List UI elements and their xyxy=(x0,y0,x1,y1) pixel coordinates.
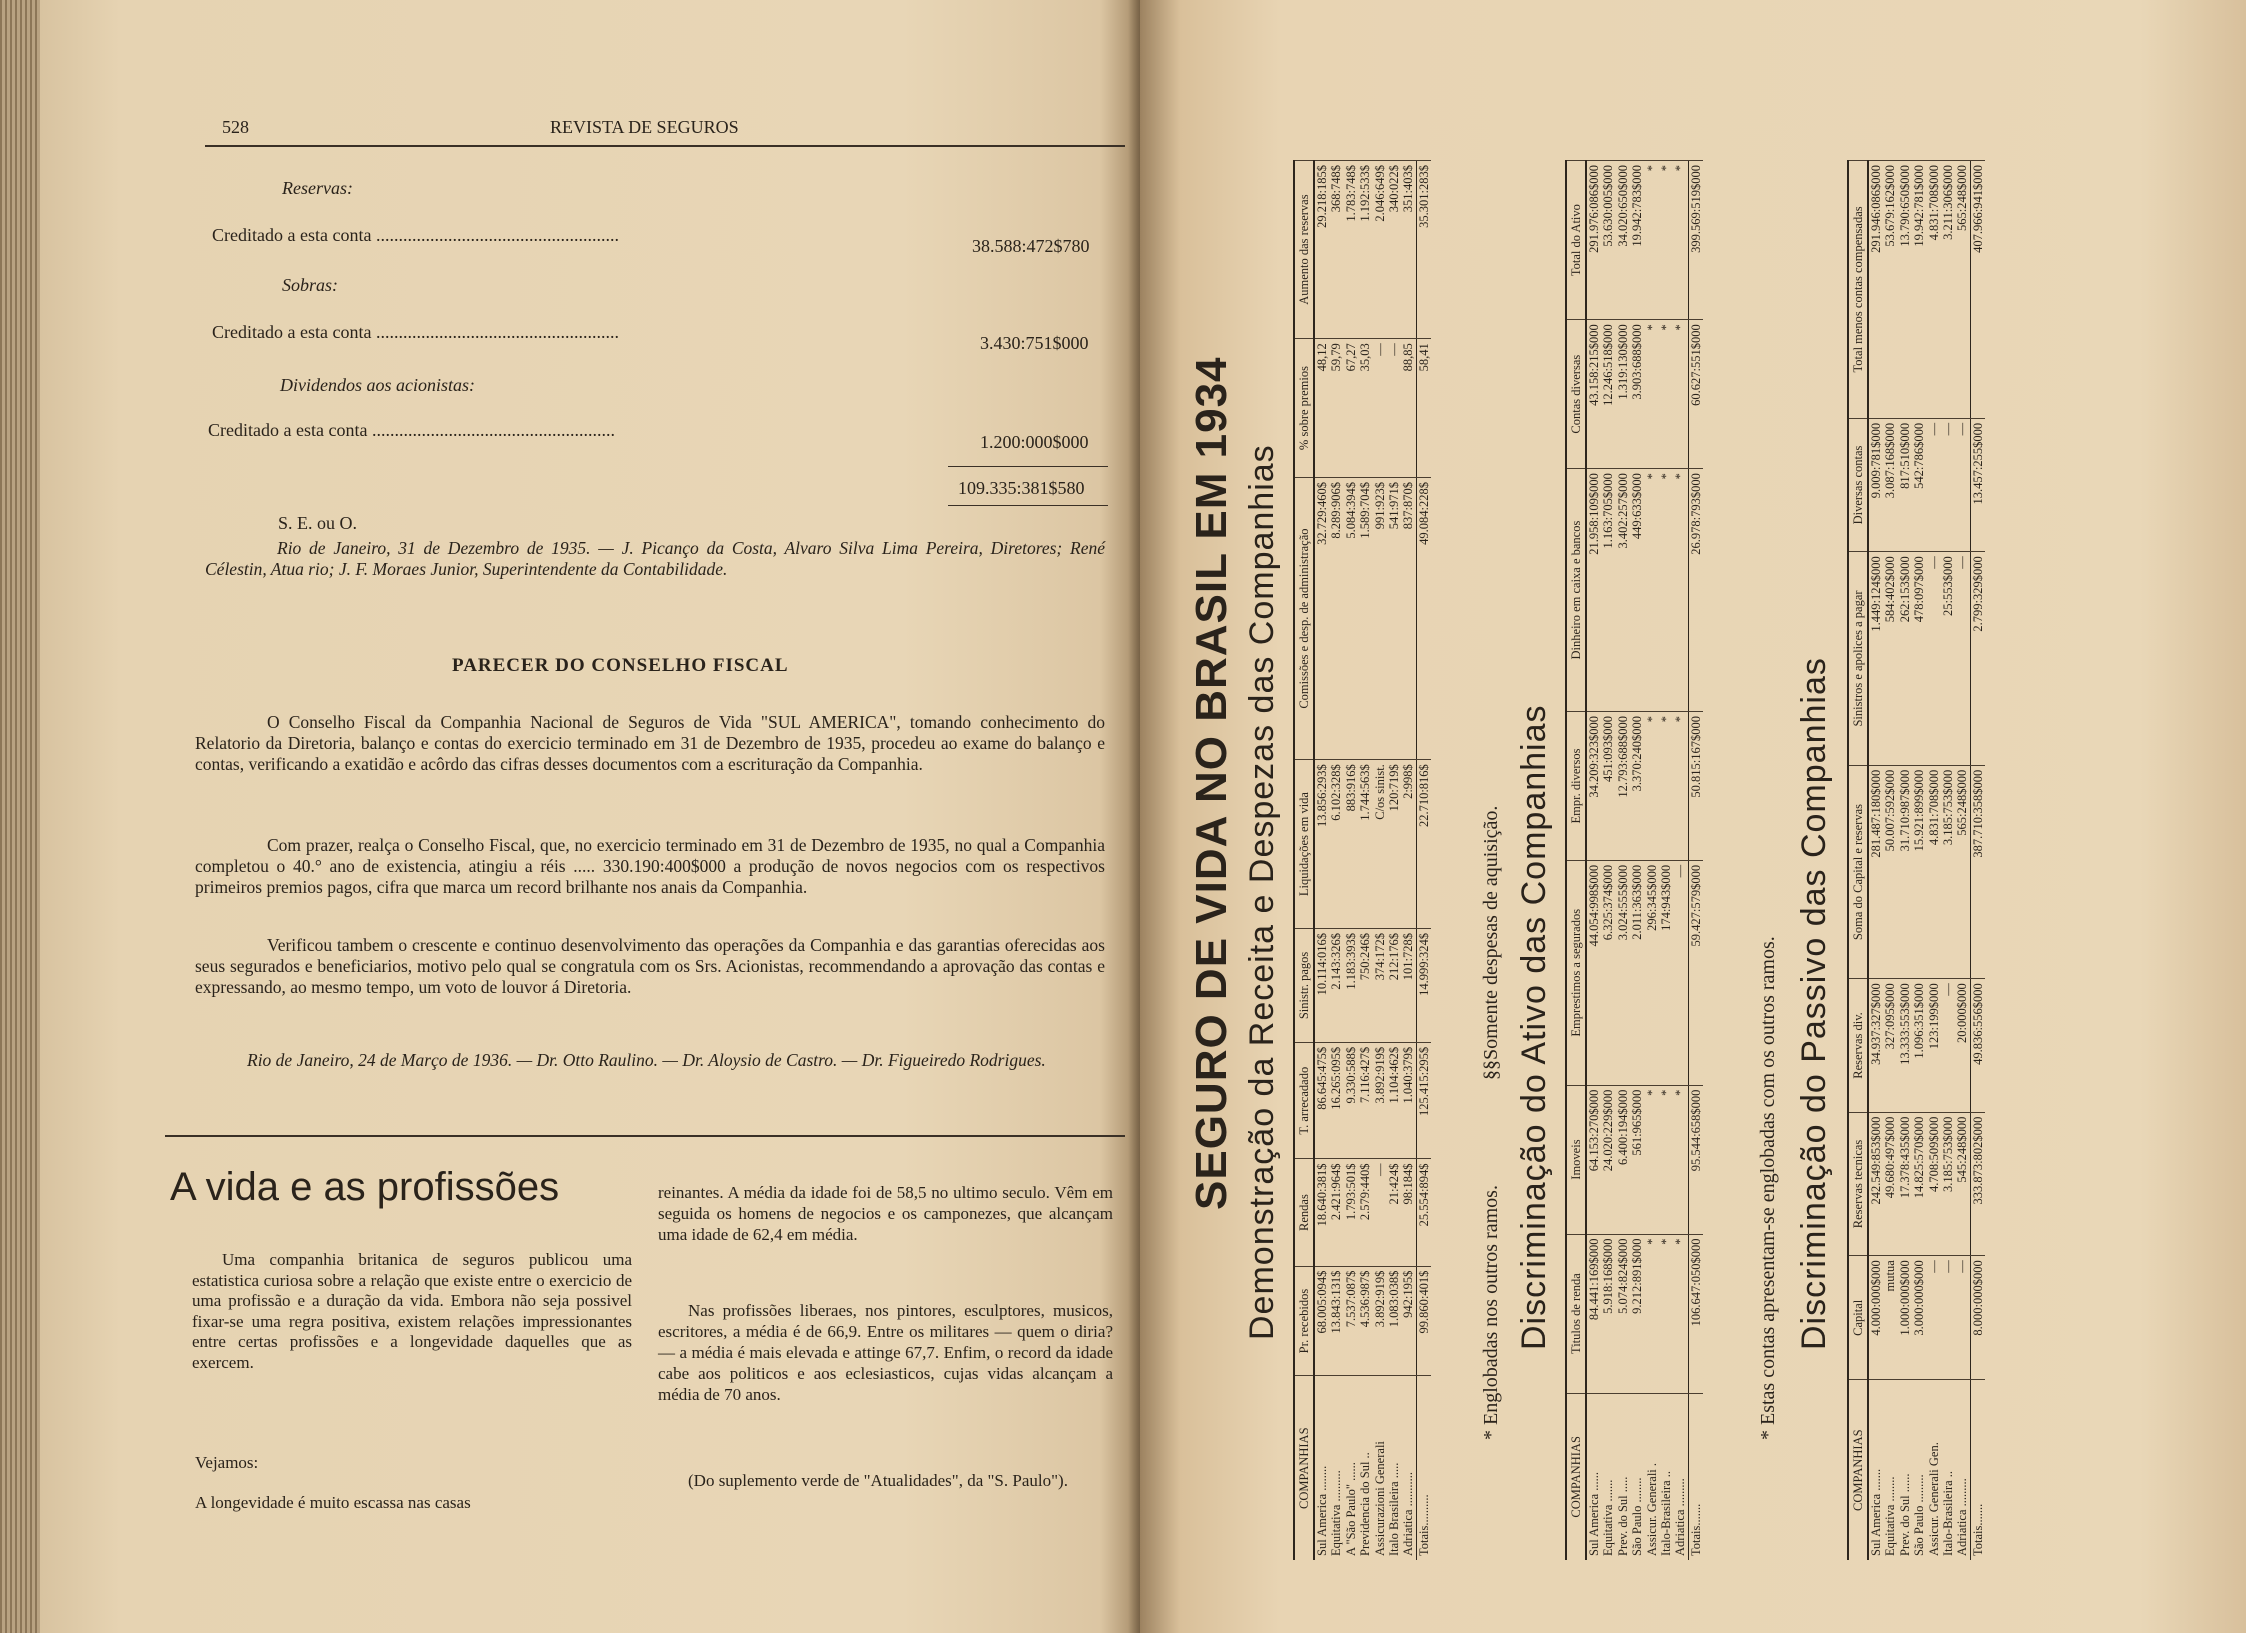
value-cell: 29.218:185$ xyxy=(1314,161,1329,339)
value-cell: — xyxy=(1955,418,1970,551)
col-companhias: COMPANHIAS xyxy=(1566,1393,1586,1560)
value-cell: 15.921:899$000 xyxy=(1912,765,1926,979)
col-reservas-tecnicas: Reservas tecnicas xyxy=(1848,1112,1868,1256)
value-cell: 281.487:180$000 xyxy=(1868,765,1883,979)
company-cell: Equitativa ....... xyxy=(1601,1393,1615,1560)
article-col1: Uma companhia britanica de seguros publicou uma estatistica curiosa sobre a relação que existe entre o exercicio de uma profissão e a duração da vida. Embora não seja possivel fixar-se uma regra positiva, existem relações impressionantes entre certas profissões e a longevidade daquelles que as exercem. xyxy=(192,1250,632,1372)
dividendos-value: 1.200:000$000 xyxy=(980,432,1089,452)
value-cell: 49.836:556$000 xyxy=(1970,979,1985,1112)
value-cell: 8.289:906$ xyxy=(1329,477,1343,759)
company-cell: Sul America ...... xyxy=(1586,1393,1601,1560)
company-cell: A "São Paulo" ...... xyxy=(1344,1376,1358,1560)
col-total-passivo: Total menos contas compensadas xyxy=(1848,161,1868,419)
value-cell: 26.978:793$000 xyxy=(1688,469,1703,712)
value-cell: 12.246:518$000 xyxy=(1601,320,1615,469)
value-cell: * xyxy=(1673,469,1688,712)
table1-subtitle: Demonstração da Receita e Despezas das Companhias xyxy=(1243,444,1281,1340)
value-cell: 3.211:306$000 xyxy=(1941,161,1955,419)
receita-table xyxy=(1293,160,1431,1560)
col-titulos-renda: Titulos de renda xyxy=(1566,1234,1586,1393)
value-cell: 2.143:326$ xyxy=(1329,928,1343,1042)
value-cell: — xyxy=(1927,1256,1941,1380)
section-divider xyxy=(165,1135,1125,1137)
value-cell: * xyxy=(1645,712,1659,861)
value-cell: * xyxy=(1645,1234,1659,1393)
value-cell: 17.378:435$000 xyxy=(1898,1112,1912,1256)
value-cell: 1.040:379$ xyxy=(1401,1042,1416,1159)
value-cell: 13.457:255$000 xyxy=(1970,418,1985,551)
table-row xyxy=(1373,161,1387,1561)
value-cell: 1.744:563$ xyxy=(1358,760,1372,929)
value-cell: * xyxy=(1673,712,1688,861)
table-row xyxy=(1912,161,1926,1561)
company-cell: Sul America ........ xyxy=(1314,1376,1329,1560)
value-cell: 817:510$000 xyxy=(1898,418,1912,551)
col-aumento-reservas: Aumento das reservas xyxy=(1294,161,1314,339)
sobras-label: Creditado a esta conta ...................................................... xyxy=(212,322,619,342)
value-cell: 541:971$ xyxy=(1387,477,1401,759)
reservas-heading: Reservas: xyxy=(282,178,353,198)
value-cell: 35,03 xyxy=(1358,339,1372,478)
signature-paragraph: Rio de Janeiro, 31 de Dezembro de 1935. — J. Picanço da Costa, Alvaro Silva Lima Pereira, Diretores; René Célestin, Atua rio; J. F. Moraes Junior, Superintendente da Contabilidade. xyxy=(205,538,1105,579)
company-cell: Equitativa .......... xyxy=(1329,1376,1343,1560)
value-cell: 34.209:323$000 xyxy=(1586,712,1601,861)
value-cell: 584:402$000 xyxy=(1883,552,1897,766)
value-cell: 333.873:802$000 xyxy=(1970,1112,1985,1256)
article-col1-end: A longevidade é muito escassa nas casas xyxy=(195,1493,471,1512)
value-cell: 212:176$ xyxy=(1387,928,1401,1042)
page-edges xyxy=(0,0,40,1633)
value-cell: 25.554:894$ xyxy=(1416,1159,1431,1266)
value-cell: 407.966:941$000 xyxy=(1970,161,1985,419)
value-cell: 3.903:688$000 xyxy=(1630,320,1644,469)
value-cell: 68.005:094$ xyxy=(1314,1266,1329,1376)
value-cell: — xyxy=(1673,860,1688,1085)
value-cell: 1.449:124$000 xyxy=(1868,552,1883,766)
value-cell: 43.158:215$000 xyxy=(1586,320,1601,469)
table-row xyxy=(1314,161,1329,1561)
value-cell: 13.333:553$000 xyxy=(1898,979,1912,1112)
value-cell: 9.330:588$ xyxy=(1344,1042,1358,1159)
value-cell: 13.856:293$ xyxy=(1314,760,1329,929)
value-cell: 6.102:328$ xyxy=(1329,760,1343,929)
passivo-title: Discriminação do Passivo das Companhias xyxy=(1795,657,1833,1350)
value-cell: mutua xyxy=(1883,1256,1897,1380)
value-cell: 449:633$000 xyxy=(1630,469,1644,712)
ativo-title: Discriminação do Ativo das Companhias xyxy=(1515,704,1553,1350)
company-cell: Italo Brasileira ..... xyxy=(1387,1376,1401,1560)
value-cell: 3.370:240$000 xyxy=(1630,712,1644,861)
value-cell: 1.793:501$ xyxy=(1344,1159,1358,1266)
value-cell: 4.536:987$ xyxy=(1358,1266,1372,1376)
value-cell: 399.569:519$000 xyxy=(1688,161,1703,320)
value-cell: 7.116:427$ xyxy=(1358,1042,1372,1159)
dividendos-label: Creditado a esta conta ...................................................... xyxy=(208,420,615,440)
se-ou-o: S. E. ou O. xyxy=(278,513,358,533)
value-cell: 35.301:283$ xyxy=(1416,161,1431,339)
parecer-paragraph-1: O Conselho Fiscal da Companhia Nacional de Seguros de Vida "SUL AMERICA", tomando conhecimento do Relatorio da Diretoria, balanço e contas do exercicio terminado em 31 de Dezembro de 1935, procedeu ao exame do balanço e contas, verificando a exatidão e acôrdo das cifras desses documentos com a escrituração da Companhia. xyxy=(195,712,1105,774)
parecer-title: PARECER DO CONSELHO FISCAL xyxy=(452,655,789,676)
value-cell: 125.415:295$ xyxy=(1416,1042,1431,1159)
col-contas-diversas: Contas diversas xyxy=(1566,320,1586,469)
parecer-paragraph-2: Com prazer, realça o Conselho Fiscal, que, no exercicio terminado em 31 de Dezembro de 1935, no qual a Companhia completou o 40.° ano de existencia, atingiu a réis ..... 330.190:400$000 a produção de novos negocios com os respectivos primeiros premios pagos, cifra que marca um record brilhante nos anais da Companhia. xyxy=(195,835,1105,897)
value-cell: 88,85 xyxy=(1401,339,1416,478)
company-cell: Italo-Brasileira .. xyxy=(1659,1393,1673,1560)
company-cell: Equitativa ........ xyxy=(1883,1380,1897,1560)
value-cell: 34.020:650$000 xyxy=(1616,161,1630,320)
value-cell: 1.319:130$000 xyxy=(1616,320,1630,469)
table1-footnote-b: §§Somente despesas de aquisição. xyxy=(1480,805,1502,1080)
value-cell: 120:719$ xyxy=(1387,760,1401,929)
value-cell: 3.185:753$000 xyxy=(1941,765,1955,979)
value-cell: 565:248$000 xyxy=(1955,765,1970,979)
col-companhias: COMPANHIAS xyxy=(1294,1376,1314,1560)
value-cell: 58,41 xyxy=(1416,339,1431,478)
value-cell: 991:923$ xyxy=(1373,477,1387,759)
col-pr-recebidos: Pr. recebidos xyxy=(1294,1266,1314,1376)
col-dinheiro: Dinheiro em caixa e bancos xyxy=(1566,469,1586,712)
sobras-heading: Sobras: xyxy=(282,275,339,295)
value-cell: — xyxy=(1941,418,1955,551)
value-cell: 1.589:704$ xyxy=(1358,477,1372,759)
value-cell: * xyxy=(1673,1234,1688,1393)
value-cell: — xyxy=(1941,1256,1955,1380)
value-cell: 99.860:401$ xyxy=(1416,1266,1431,1376)
passivo-table-body xyxy=(1868,161,1985,1561)
value-cell: 95.544:658$000 xyxy=(1688,1085,1703,1234)
article-col2-p3: (Do suplemento verde de "Atualidades", da "S. Paulo"). xyxy=(688,1471,1068,1490)
value-cell: 4.708:509$000 xyxy=(1927,1112,1941,1256)
company-cell: Prev. do Sul ...... xyxy=(1898,1380,1912,1560)
value-cell: 18.640:381$ xyxy=(1314,1159,1329,1266)
company-cell: Totais.......... xyxy=(1416,1376,1431,1560)
value-cell: 14.825:570$000 xyxy=(1912,1112,1926,1256)
value-cell: 1.104:462$ xyxy=(1387,1042,1401,1159)
accounts-total: 109.335:381$580 xyxy=(958,478,1085,498)
value-cell: 296:345$000 xyxy=(1645,860,1659,1085)
col-rendas: Rendas xyxy=(1294,1159,1314,1266)
value-cell: 24.020:229$000 xyxy=(1601,1085,1615,1234)
value-cell: 3.000:000$000 xyxy=(1912,1256,1926,1380)
value-cell: * xyxy=(1645,469,1659,712)
value-cell: 387.710:358$000 xyxy=(1970,765,1985,979)
value-cell: — xyxy=(1927,418,1941,551)
value-cell: * xyxy=(1659,1234,1673,1393)
value-cell: 5.918:168$000 xyxy=(1601,1234,1615,1393)
value-cell: 7.537:087$ xyxy=(1344,1266,1358,1376)
table-row xyxy=(1883,161,1897,1561)
col-liquidacoes: Liquidações em vida xyxy=(1294,760,1314,929)
value-cell: 9.009:781$000 xyxy=(1868,418,1883,551)
value-cell: 545:248$000 xyxy=(1955,1112,1970,1256)
value-cell: 327:095$000 xyxy=(1883,979,1897,1112)
value-cell: * xyxy=(1659,469,1673,712)
table2-footnote: * Estas contas apresentam-se englobadas com os outros ramos. xyxy=(1757,936,1779,1440)
value-cell: 50.815:167$000 xyxy=(1688,712,1703,861)
company-cell: Italo-Brasileira .. xyxy=(1941,1380,1955,1560)
running-head: REVISTA DE SEGUROS xyxy=(550,117,739,137)
value-cell: 84.441:169$000 xyxy=(1586,1234,1601,1393)
value-cell: 883:916$ xyxy=(1344,760,1358,929)
value-cell: 34.937:327$000 xyxy=(1868,979,1883,1112)
company-cell: Adriatica ......... xyxy=(1673,1393,1688,1560)
value-cell: 59.427:579$000 xyxy=(1688,860,1703,1085)
value-cell: 565:248$000 xyxy=(1955,161,1970,419)
value-cell: — xyxy=(1373,339,1387,478)
table-row xyxy=(1659,161,1673,1561)
value-cell: 368:748$ xyxy=(1329,161,1343,339)
company-cell: Adriatica ........... xyxy=(1401,1376,1416,1560)
value-cell: 20:000$000 xyxy=(1955,979,1970,1112)
value-cell: 49.680:497$000 xyxy=(1883,1112,1897,1256)
value-cell: — xyxy=(1955,1256,1970,1380)
value-cell: 25:553$000 xyxy=(1941,552,1955,766)
parecer-paragraph-3: Verificou tambem o crescente e continuo desenvolvimento das operações da Companhia e das garantias oferecidas aos seus segurados e beneficiarios, motivo pelo qual se congratula com os Srs. Acionistas, recommendando a aprovação das contas e expressando, ao mesmo tempo, um voto de louvor á Diretoria. xyxy=(195,935,1105,997)
value-cell: — xyxy=(1955,552,1970,766)
value-cell: 32.729:460$ xyxy=(1314,477,1329,759)
page-title: SEGURO DE VIDA NO BRASIL EM 1934 xyxy=(1187,356,1236,1210)
company-cell: Totais....... xyxy=(1970,1380,1985,1560)
value-cell: 67,27 xyxy=(1344,339,1358,478)
value-cell: 13.843:131$ xyxy=(1329,1266,1343,1376)
company-cell: Assicur. Generali Gen. xyxy=(1927,1380,1941,1560)
table-row xyxy=(1645,161,1659,1561)
value-cell: * xyxy=(1645,320,1659,469)
value-cell: 2.799:329$000 xyxy=(1970,552,1985,766)
col-total-ativo: Total do Ativo xyxy=(1566,161,1586,320)
article-title: A vida e as profissões xyxy=(170,1165,560,1209)
value-cell: — xyxy=(1927,552,1941,766)
page-number: 528 xyxy=(222,117,249,137)
article-col2-p1: reinantes. A média da idade foi de 58,5 no ultimo seculo. Vêm em seguida os homens de negocios e os camponezes, que alcançam uma idade de 62,4 em média. xyxy=(658,1183,1113,1244)
table-row xyxy=(1329,161,1343,1561)
total-row xyxy=(1970,161,1985,1561)
value-cell: 53.679:162$000 xyxy=(1883,161,1897,419)
table-row xyxy=(1616,161,1630,1561)
value-cell: 242.549:853$000 xyxy=(1868,1112,1883,1256)
value-cell: 3.087:168$000 xyxy=(1883,418,1897,551)
value-cell: 1.192:533$ xyxy=(1358,161,1372,339)
value-cell: 262:153$000 xyxy=(1898,552,1912,766)
value-cell: 1.163:705$000 xyxy=(1601,469,1615,712)
value-cell: 3.892:919$ xyxy=(1373,1266,1387,1376)
value-cell: 478:097$000 xyxy=(1912,552,1926,766)
value-cell: 50.007:592$000 xyxy=(1883,765,1897,979)
table-row xyxy=(1586,161,1601,1561)
col-t-arrecadado: T. arrecadado xyxy=(1294,1042,1314,1159)
table-row xyxy=(1941,161,1955,1561)
col-comissoes: Comissões e desp. de administração xyxy=(1294,477,1314,759)
value-cell: 22.710:816$ xyxy=(1416,760,1431,929)
value-cell: * xyxy=(1659,1085,1673,1234)
value-cell: 750:246$ xyxy=(1358,928,1372,1042)
value-cell: 48,12 xyxy=(1314,339,1329,478)
col-soma-capital: Soma do Capital e reservas xyxy=(1848,765,1868,979)
table-row xyxy=(1868,161,1883,1561)
value-cell: 2.046:649$ xyxy=(1373,161,1387,339)
value-cell: 837:870$ xyxy=(1401,477,1416,759)
value-cell: * xyxy=(1659,712,1673,861)
value-cell: 291.976:086$000 xyxy=(1586,161,1601,320)
value-cell: 3.185:753$000 xyxy=(1941,1112,1955,1256)
value-cell: 374:172$ xyxy=(1373,928,1387,1042)
table-row xyxy=(1898,161,1912,1561)
passivo-table xyxy=(1847,160,1985,1560)
dividendos-heading: Dividendos aos acionistas: xyxy=(280,375,475,395)
company-cell: Assicur. Generali . xyxy=(1645,1393,1659,1560)
value-cell: 53.630:005$000 xyxy=(1601,161,1615,320)
value-cell: * xyxy=(1659,161,1673,320)
reservas-label: Creditado a esta conta ...................................................... xyxy=(212,225,619,245)
value-cell: 340:022$ xyxy=(1387,161,1401,339)
value-cell: 21.958:109$000 xyxy=(1586,469,1601,712)
company-cell: Assicurazioni Generali xyxy=(1373,1376,1387,1560)
table-row xyxy=(1955,161,1970,1561)
rotated-tables-page xyxy=(1175,130,2215,1600)
value-cell: * xyxy=(1673,161,1688,320)
value-cell: 1.183:393$ xyxy=(1344,928,1358,1042)
col-capital: Capital xyxy=(1848,1256,1868,1380)
value-cell: 174:943$000 xyxy=(1659,860,1673,1085)
value-cell: * xyxy=(1659,320,1673,469)
ativo-table xyxy=(1565,160,1703,1560)
value-cell: 942:195$ xyxy=(1401,1266,1416,1376)
value-cell: 13.790:650$000 xyxy=(1898,161,1912,419)
company-cell: Adriatica ......... xyxy=(1955,1380,1970,1560)
table-row xyxy=(1630,161,1644,1561)
total-rule xyxy=(948,505,1108,506)
value-cell: 10.114:016$ xyxy=(1314,928,1329,1042)
value-cell: 49.084:228$ xyxy=(1416,477,1431,759)
value-cell: 5.074:824$000 xyxy=(1616,1234,1630,1393)
value-cell: 64.153:270$000 xyxy=(1586,1085,1601,1234)
value-cell: C/os sinist. xyxy=(1373,760,1387,929)
reservas-value: 38.588:472$780 xyxy=(972,236,1090,256)
value-cell: 3.402:257$000 xyxy=(1616,469,1630,712)
value-cell: — xyxy=(1387,339,1401,478)
table-row xyxy=(1387,161,1401,1561)
value-cell: 6.400:194$000 xyxy=(1616,1085,1630,1234)
table-row xyxy=(1401,161,1416,1561)
value-cell: 1.096:351$000 xyxy=(1912,979,1926,1112)
value-cell: 5.084:394$ xyxy=(1344,477,1358,759)
value-cell: 16.265:095$ xyxy=(1329,1042,1343,1159)
value-cell: 123:199$000 xyxy=(1927,979,1941,1112)
value-cell: * xyxy=(1673,1085,1688,1234)
table-row xyxy=(1927,161,1941,1561)
value-cell: 1.083:038$ xyxy=(1387,1266,1401,1376)
value-cell: 9.212:891$000 xyxy=(1630,1234,1644,1393)
value-cell: 19.942:781$000 xyxy=(1912,161,1926,419)
company-cell: Sul America ....... xyxy=(1868,1380,1883,1560)
value-cell: 3.892:919$ xyxy=(1373,1042,1387,1159)
value-cell: 86.645:475$ xyxy=(1314,1042,1329,1159)
value-cell: — xyxy=(1941,979,1955,1112)
col-percent: % sobre premios xyxy=(1294,339,1314,478)
value-cell: 59,79 xyxy=(1329,339,1343,478)
table-row xyxy=(1673,161,1688,1561)
value-cell: — xyxy=(1373,1159,1387,1266)
value-cell: 451:093$000 xyxy=(1601,712,1615,861)
value-cell: 14.999:324$ xyxy=(1416,928,1431,1042)
article-vejamos: Vejamos: xyxy=(195,1453,259,1472)
receita-table-body xyxy=(1314,161,1431,1561)
col-emprestimos: Emprestimos a segurados xyxy=(1566,860,1586,1085)
company-cell: São Paulo ........ xyxy=(1630,1393,1644,1560)
value-cell: 21:424$ xyxy=(1387,1159,1401,1266)
value-cell: 6.325:374$000 xyxy=(1601,860,1615,1085)
col-companhias: COMPANHIAS xyxy=(1848,1380,1868,1560)
value-cell: 542:786$000 xyxy=(1912,418,1926,551)
company-cell: Previdencia do Sul .. xyxy=(1358,1376,1372,1560)
value-cell: 3.024:555$000 xyxy=(1616,860,1630,1085)
company-cell: Totais....... xyxy=(1688,1393,1703,1560)
value-cell: 4.831:708$000 xyxy=(1927,765,1941,979)
col-sinistr-pagos: Sinistr. pagos xyxy=(1294,928,1314,1042)
value-cell: 2.421:964$ xyxy=(1329,1159,1343,1266)
company-cell: São Paulo ......... xyxy=(1912,1380,1926,1560)
value-cell: 351:403$ xyxy=(1401,161,1416,339)
value-cell: 4.831:708$000 xyxy=(1927,161,1941,419)
value-cell: 106.647:050$000 xyxy=(1688,1234,1703,1393)
col-diversas-contas: Diversas contas xyxy=(1848,418,1868,551)
total-row xyxy=(1688,161,1703,1561)
col-sinistros: Sinistros e apolices a pagar xyxy=(1848,552,1868,766)
col-reservas-div: Reservas div. xyxy=(1848,979,1868,1112)
value-cell: 101:728$ xyxy=(1401,928,1416,1042)
value-cell: 2.579:440$ xyxy=(1358,1159,1372,1266)
value-cell: * xyxy=(1673,320,1688,469)
col-empr-diversos: Empr. diversos xyxy=(1566,712,1586,861)
value-cell: 4.000:000$000 xyxy=(1868,1256,1883,1380)
company-cell: Prev. do Sul ..... xyxy=(1616,1393,1630,1560)
value-cell: 8.000:000$000 xyxy=(1970,1256,1985,1380)
value-cell: 2.011:363$000 xyxy=(1630,860,1644,1085)
value-cell: 1.783:748$ xyxy=(1344,161,1358,339)
value-cell: 2:998$ xyxy=(1401,760,1416,929)
ativo-table-body xyxy=(1586,161,1703,1561)
value-cell: 12.793:688$000 xyxy=(1616,712,1630,861)
col-imoveis: Imoveis xyxy=(1566,1085,1586,1234)
table1-footnote: * Englobadas nos outros ramos. xyxy=(1480,1185,1502,1440)
value-cell: 31.710:987$000 xyxy=(1898,765,1912,979)
total-row xyxy=(1416,161,1431,1561)
value-cell: 60.627:551$000 xyxy=(1688,320,1703,469)
article-col2-p2: Nas profissões liberaes, nos pintores, esculptores, musicos, escritores, a média é de 66,9. Entre os militares — quem o diria? — a média é mais elevada e attinge 67,7. Enfim, o record da idade cabe aos politicos e aos eclesiasticos, cujas vidas alcançam a média de 70 anos. xyxy=(658,1301,1113,1404)
table-row xyxy=(1358,161,1372,1561)
header-rule xyxy=(205,145,1125,147)
table-row xyxy=(1601,161,1615,1561)
table-row xyxy=(1344,161,1358,1561)
value-cell: 561:965$000 xyxy=(1630,1085,1644,1234)
value-cell: * xyxy=(1645,161,1659,320)
value-cell: 19.942:783$000 xyxy=(1630,161,1644,320)
sobras-value: 3.430:751$000 xyxy=(980,333,1089,353)
value-cell: * xyxy=(1645,1085,1659,1234)
parecer-signatures: Rio de Janeiro, 24 de Março de 1936. — Dr. Otto Raulino. — Dr. Aloysio de Castro. — Dr. Figueiredo Rodrigues. xyxy=(247,1050,1046,1070)
value-cell: 291.946:086$000 xyxy=(1868,161,1883,419)
value-cell: 44.054:998$000 xyxy=(1586,860,1601,1085)
value-cell: 98:184$ xyxy=(1401,1159,1416,1266)
value-cell: 1.000:000$000 xyxy=(1898,1256,1912,1380)
sum-rule xyxy=(948,466,1108,467)
